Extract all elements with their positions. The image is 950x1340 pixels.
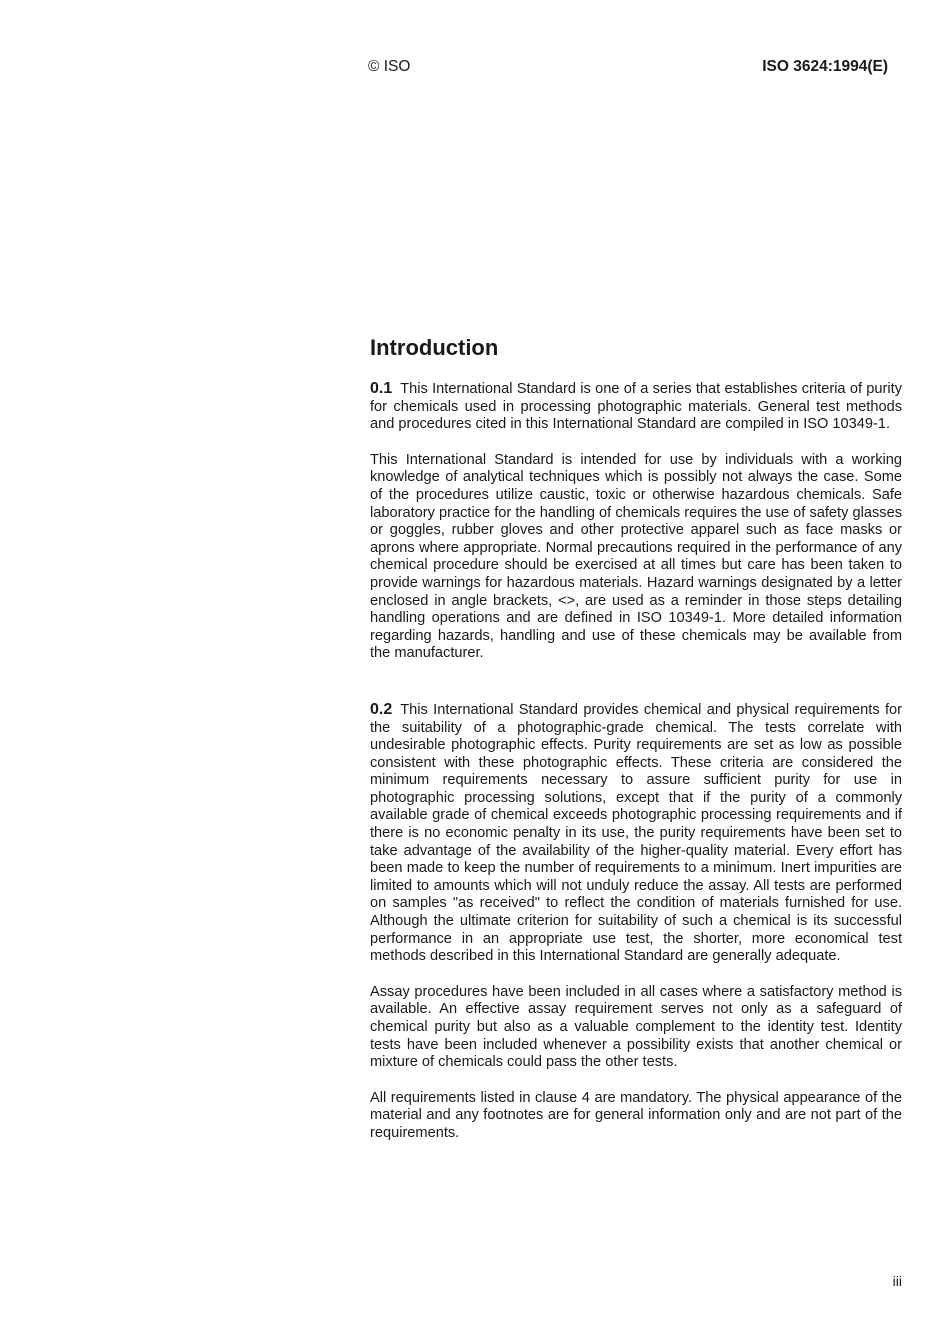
clause-number: 0.2: [370, 700, 393, 718]
header-document-id: ISO 3624:1994(E): [762, 58, 888, 75]
clause-number: 0.1: [370, 380, 393, 397]
paragraph-0-2: [370, 701, 902, 966]
header-copyright: © ISO: [368, 58, 411, 75]
paragraph-0-1: [370, 380, 902, 434]
page-number: iii: [892, 1273, 902, 1289]
paragraph-safety: [370, 452, 902, 663]
paragraph-text: This International Standard is intended for use by individuals with a working knowledge of analytical techniques which is possibly not always the case. Some of the procedures utilize caustic, toxic or otherwise hazardous chemicals. Safe laboratory practice for the handling of chemicals requires the use of safety glasses or goggles, rubber gloves and other protective apparel such as face masks or aprons where appropriate. Normal precautions required in the performance of any chemical procedure should be exercised at all times but care has been taken to provide warnings for hazardous materials. Hazard warnings designated by a letter enclosed in angle brackets, <>, are used as a reminder in those steps detailing handling operations and are defined in ISO 10349-1. More detailed information regarding hazards, handling and use of these chemicals may be available from the manufacturer.: [370, 451, 902, 662]
paragraph-text: This International Standard provides chemical and physical requirements for the suitability of a photographic-grade chemical. The tests correlate with undesirable photographic effects. Purity requirements are set as low as possible consistent with these photographic effects. These criteria are considered the minimum requirements necessary to assure sufficient purity for use in photographic processing solutions, except that if the purity of a commonly available grade of chemical exceeds photographic processing requirements and if there is no economic penalty in its use, the purity requirements have been set to take advantage of the availability of the higher-quality material. Every effort has been made to keep the number of requirements to a minimum. Inert impurities are limited to amounts which will not unduly reduce the assay. All tests are performed on samples "as received" to reflect the condition of materials furnished for use. Although the ultimate criterion for suitability of such a chemical is its successful performance in an appropriate use test, the shorter, more economical test methods described in this International Standard are generally adequate.: [370, 701, 902, 965]
paragraph-requirements: [370, 1090, 902, 1143]
paragraph-assay: [370, 984, 902, 1072]
paragraph-text: This International Standard is one of a series that establishes criteria of purity for chemicals used in processing photographic materials. General test methods and procedures cited in this International Standard are compiled in ISO 10349-1.: [370, 381, 902, 433]
section-title: Introduction: [370, 335, 499, 360]
paragraph-text: Assay procedures have been included in all cases where a satisfactory method is available. An effective assay requirement serves not only as a safeguard of chemical purity but also as a valuable complement to the identity test. Identity tests have been included whenever a possibility exists that another chemical or mixture of chemicals could pass the other tests.: [370, 983, 902, 1071]
paragraph-text: All requirements listed in clause 4 are mandatory. The physical appearance of the material and any footnotes are for general information only and are not part of the requirements.: [370, 1089, 902, 1141]
document-body: [370, 380, 902, 1161]
